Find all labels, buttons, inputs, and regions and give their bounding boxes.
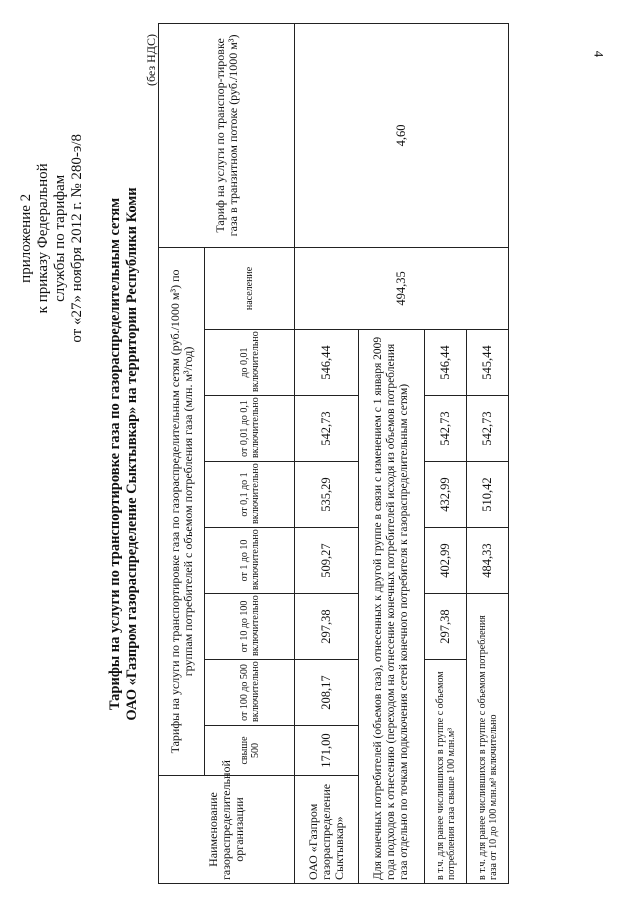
tariff-table bbox=[158, 23, 509, 884]
tariff-value: 546,44 bbox=[425, 330, 467, 396]
header-org: Наименование газораспределительной организации bbox=[159, 776, 295, 884]
subcol-header: население bbox=[205, 247, 295, 329]
tariff-value: 484,33 bbox=[467, 528, 509, 594]
subcol-header: от 0,1 до 1 включительно bbox=[205, 462, 295, 528]
tariff-value: 297,38 bbox=[425, 594, 467, 660]
appendix-line: к приказу Федеральной bbox=[35, 163, 51, 314]
row-label: в т.ч. для ранее числившихся в группе с объемом потребления газа свыше 100 млн.м³ bbox=[425, 660, 467, 884]
note-text: Для конечных потребителей (объемов газа), отнесенных к другой группе в связи с изменением с 1 января 2009 года подходов к отнесению (переходом на отнесение конечных потребителей исходя из объемов потребления газа отдельно по точкам подключения сетей конечного потребителя к газораспределительным сетям) bbox=[359, 330, 425, 884]
tariff-value: 542,73 bbox=[467, 396, 509, 462]
document-sheet bbox=[12, 24, 612, 884]
tariff-value: 542,73 bbox=[295, 396, 359, 462]
appendix-line: службы по тарифам bbox=[52, 174, 68, 302]
tariff-value: 545,44 bbox=[467, 330, 509, 396]
tariff-value: 535,29 bbox=[295, 462, 359, 528]
tariff-value: 208,17 bbox=[295, 660, 359, 726]
org-name: ОАО «Газпром газораспределение Сыктывкар» bbox=[295, 776, 359, 884]
subcol-header: от 1 до 10 включительно bbox=[205, 528, 295, 594]
transit-value: 4,60 bbox=[295, 23, 509, 247]
appendix-line: от «27» ноября 2012 г. № 280-э/8 bbox=[69, 134, 85, 343]
title-line: Тарифы на услуги по транспортировке газа по газораспределительным сетям bbox=[107, 197, 123, 711]
tariff-value: 542,73 bbox=[425, 396, 467, 462]
subcol-header: от 0,01 до 0,1 включительно bbox=[205, 396, 295, 462]
subcol-header: свыше 500 bbox=[205, 726, 295, 776]
tariff-value: 171,00 bbox=[295, 726, 359, 776]
table-row bbox=[295, 23, 359, 883]
vat-note: (без НДС) bbox=[144, 34, 158, 87]
population-value: 494,35 bbox=[295, 247, 509, 329]
subcol-header: от 100 до 500 включительно bbox=[205, 660, 295, 726]
subcol-header: до 0,01 включительно bbox=[205, 330, 295, 396]
tariff-value: 546,44 bbox=[295, 330, 359, 396]
tariff-value: 432,99 bbox=[425, 462, 467, 528]
tariff-value: 510,42 bbox=[467, 462, 509, 528]
tariff-value: 509,27 bbox=[295, 528, 359, 594]
header-transit: Тариф на услуги по транспор-тировке газа в транзитном потоке (руб./1000 м³) bbox=[159, 23, 295, 247]
row-label: в т.ч. для ранее числившихся в группе с объемом потребления газа от 10 до 100 млн.м³ включительно bbox=[467, 594, 509, 884]
tariff-value: 402,99 bbox=[425, 528, 467, 594]
page-number: 4 bbox=[591, 50, 607, 58]
appendix-line: приложение 2 bbox=[18, 193, 34, 283]
tariff-value: 297,38 bbox=[295, 594, 359, 660]
subcol-header: от 10 до 100 включительно bbox=[205, 594, 295, 660]
title-line: ОАО «Газпром газораспределение Сыктывкар» на территории Республики Коми bbox=[124, 187, 140, 721]
document-title bbox=[107, 24, 141, 884]
header-group: Тарифы на услуги по транспортировке газа по газораспределительным сетям (руб./1000 м³) по группам потребителей с объемом потребления газа (млн. м³/год) bbox=[159, 247, 205, 775]
appendix-header bbox=[18, 134, 86, 343]
